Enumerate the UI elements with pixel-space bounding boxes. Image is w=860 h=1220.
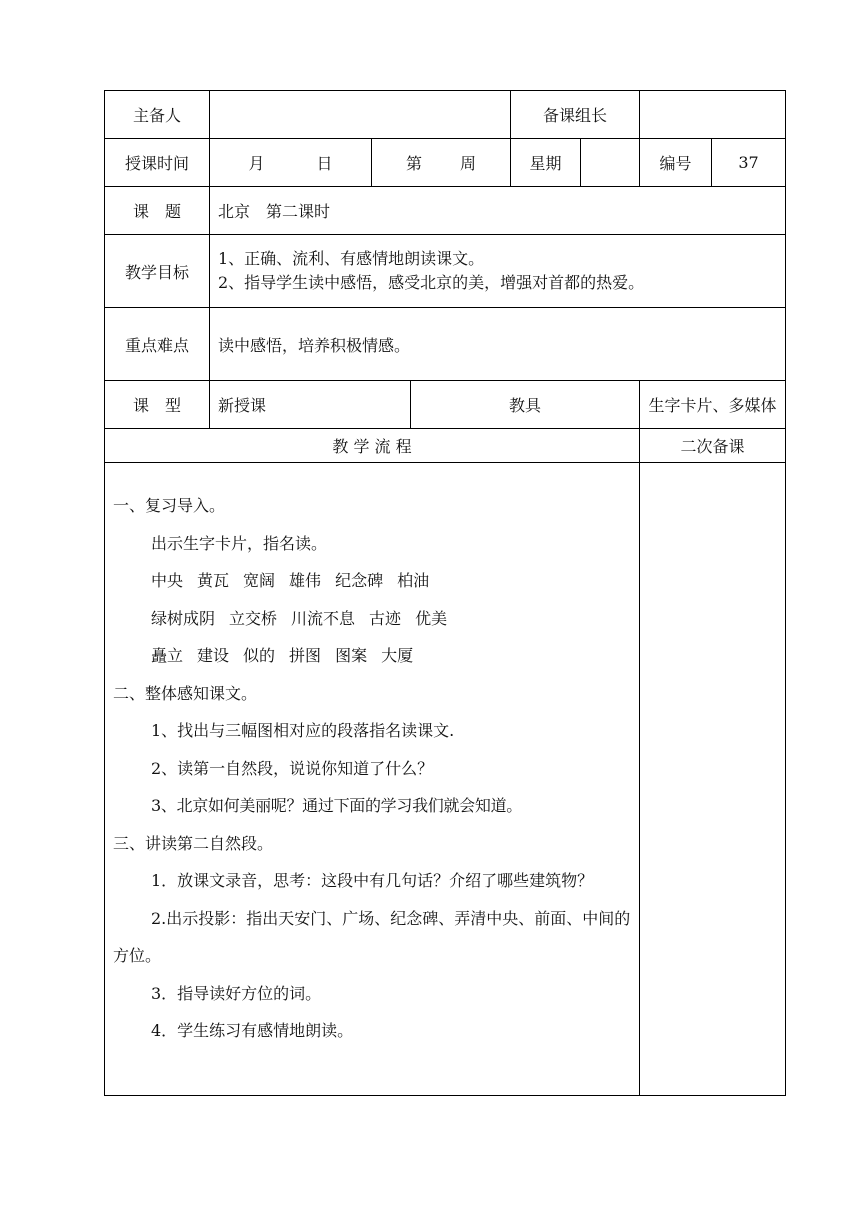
goals-cell — [210, 235, 786, 308]
preparer-label: 主备人 — [105, 91, 210, 139]
second-prep-heading: 二次备课 — [640, 429, 786, 463]
word-item: 纪念碑 — [335, 571, 384, 590]
lesson-plan-table — [104, 90, 786, 1096]
word-item: 中央 — [151, 571, 184, 590]
flow-line: 1．放课文录音，思考：这段中有几句话？介绍了哪些建筑物？ — [151, 871, 594, 890]
day-label: 日 — [316, 154, 333, 173]
date-cell[interactable] — [210, 139, 372, 187]
weekday-label: 星期 — [511, 139, 581, 187]
word-item: 优美 — [415, 608, 448, 628]
word-item: 建设 — [197, 646, 230, 665]
topic-value: 北京 第二课时 — [210, 187, 786, 235]
week-suffix: 周 — [460, 154, 477, 173]
tools-label: 教具 — [411, 381, 640, 429]
word-item: 图案 — [335, 646, 368, 665]
word-item: 绿树成阴 — [151, 608, 216, 628]
word-list-row — [113, 600, 631, 638]
type-value: 新授课 — [210, 381, 411, 429]
tools-value: 生字卡片、多媒体 — [640, 381, 786, 429]
flow-content — [105, 463, 640, 1096]
section-title: 一、复习导入。 — [113, 496, 226, 515]
word-item: 柏油 — [397, 571, 430, 590]
type-row — [105, 381, 786, 429]
word-item: 雄伟 — [289, 571, 322, 590]
word-item: 拼图 — [289, 646, 322, 665]
word-item: 黄瓦 — [197, 571, 230, 590]
flow-line: 3．指导读好方位的词。 — [151, 983, 322, 1003]
number-value: 37 — [712, 139, 786, 187]
flow-line: 2、读第一自然段，说说你知道了什么？ — [151, 758, 434, 778]
week-prefix: 第 — [405, 154, 422, 173]
weekday-value[interactable] — [581, 139, 640, 187]
preparer-row — [105, 91, 786, 139]
word-item: 似的 — [243, 646, 276, 665]
time-label: 授课时间 — [105, 139, 210, 187]
goals-row — [105, 235, 786, 308]
focus-value: 读中感悟，培养积极情感。 — [210, 308, 786, 381]
section-title: 二、整体感知课文。 — [113, 683, 258, 703]
topic-row — [105, 187, 786, 235]
topic-label: 课 题 — [105, 187, 210, 235]
word-item: 立交桥 — [229, 608, 278, 628]
flow-heading: 教 学 流 程 — [105, 429, 640, 463]
group-leader-label: 备课组长 — [511, 91, 640, 139]
second-prep-area[interactable] — [640, 463, 786, 1096]
goals-label: 教学目标 — [105, 235, 210, 308]
lesson-plan-sheet — [104, 90, 785, 1096]
flow-line: 2.出示投影：指出天安门、广场、纪念碑、弄清中央、前面、中间的方位。 — [113, 908, 631, 965]
flow-line: 1、找出与三幅图相对应的段落指名读课文. — [151, 721, 455, 740]
flow-line: 4．学生练习有感情地朗读。 — [151, 1021, 354, 1040]
type-label: 课 型 — [105, 381, 210, 429]
goal-item: 1、正确、流利、有感情地朗读课文。 — [218, 249, 485, 268]
week-cell[interactable] — [372, 139, 511, 187]
flow-line: 3、北京如何美丽呢？通过下面的学习我们就会知道。 — [151, 796, 522, 815]
focus-label: 重点难点 — [105, 308, 210, 381]
word-item: 矗立 — [151, 646, 184, 665]
focus-row — [105, 308, 786, 381]
word-list-row — [113, 562, 631, 600]
word-item: 古迹 — [369, 608, 402, 628]
flow-heading-row — [105, 429, 786, 463]
preparer-value[interactable] — [210, 91, 511, 139]
word-list-row — [113, 637, 631, 675]
section-title: 三、讲读第二自然段。 — [113, 833, 274, 853]
goal-item: 2、指导学生读中感悟，感受北京的美，增强对首都的热爱。 — [218, 273, 645, 292]
word-item: 宽阔 — [243, 571, 276, 590]
word-item: 川流不息 — [291, 608, 356, 628]
group-leader-value[interactable] — [640, 91, 786, 139]
flow-line: 出示生字卡片，指名读。 — [151, 533, 328, 553]
time-row — [105, 139, 786, 187]
word-item: 大厦 — [381, 646, 414, 665]
number-label: 编号 — [640, 139, 712, 187]
month-label: 月 — [248, 154, 265, 173]
flow-body-row — [105, 463, 786, 1096]
